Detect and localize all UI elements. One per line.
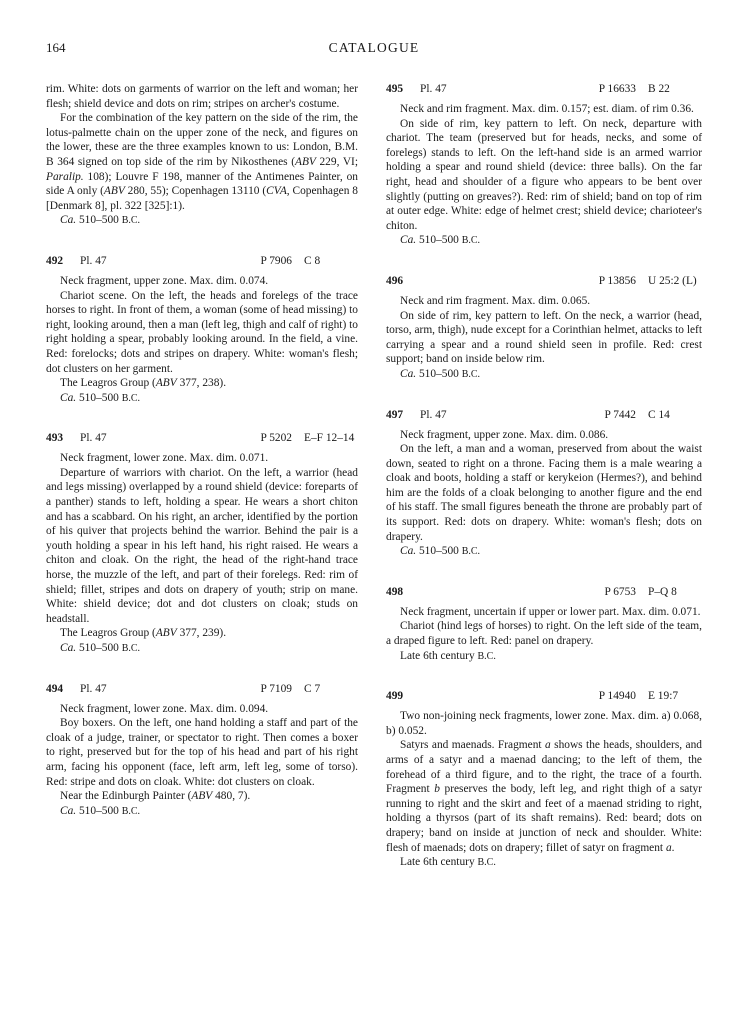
- entry-location: P–Q 8: [648, 585, 677, 598]
- catalogue-entry-498: [386, 585, 702, 664]
- entry-date: Ca. 510–500 B.C.: [60, 214, 141, 227]
- entry-text: Two non-joining neck fragments, lower zone. Max. dim. a) 0.068, b) 0.052.: [386, 710, 702, 737]
- entry-date: Ca. 510–500 B.C.: [400, 545, 481, 558]
- entry-number: 498: [386, 585, 404, 598]
- entry-date: Late 6th century B.C.: [400, 649, 496, 662]
- catalogue-entry-492: [46, 254, 358, 406]
- entry-inventory: P 7109: [260, 682, 292, 695]
- entry-number: 492: [46, 254, 64, 267]
- entry-text: On the left, a man and a woman, preserved from about the waist down, seated to right on a throne. Facing them is a male wearing a cloak and boots, holding a staff or kerykeion (Hermes?), and behind him are the folds of a cloak belonging to another figure and the end of his staff. The small figures beneath the throne are probably part of its support. Red: dots on drapery. White: woman's flesh; dots on drapery.: [386, 443, 702, 543]
- catalogue-entry-497: [386, 408, 702, 560]
- entry-number: 495: [386, 83, 404, 95]
- entry-date: Ca. 510–500 B.C.: [400, 367, 481, 380]
- left-column: [46, 82, 358, 819]
- entry-location: B 22: [648, 83, 670, 95]
- entry-inventory: P 13856: [598, 274, 636, 287]
- entry-text: Neck fragment, lower zone. Max. dim. 0.071.: [60, 452, 269, 465]
- entry-number: 497: [386, 408, 404, 421]
- continuation-text: rim. White: dots on garments of warrior on the left and woman; her flesh; shield device and dots on rim; stripes on archer's costume.: [46, 83, 358, 110]
- right-column: [386, 82, 702, 871]
- entry-date: Ca. 510–500 B.C.: [60, 391, 141, 404]
- entry-location: C 8: [304, 254, 321, 267]
- entry-text: Neck and rim fragment. Max. dim. 0.065.: [400, 294, 591, 307]
- entry-inventory: P 7442: [604, 408, 636, 421]
- entry-inventory: P 7906: [260, 254, 292, 267]
- entry-number: 493: [46, 432, 64, 445]
- catalogue-entry-494: [46, 682, 358, 820]
- entry-attribution: The Leagros Group (ABV 377, 238).: [60, 377, 227, 390]
- entry-text: Chariot scene. On the left, the heads and forelegs of the trace horses to right. In front of them, a woman (some of head missing) to right, looking around, then a man (left leg, thigh and calf of right) to right holding a spear, probably looking around. In the field, a vine. Red: forelocks; dots and stripes on drapery. White: woman's flesh; dot clusters on her garment.: [46, 289, 358, 375]
- entry-inventory: P 14940: [598, 690, 636, 703]
- entry-attribution: The Leagros Group (ABV 377, 239).: [60, 627, 227, 640]
- entry-date: Late 6th century B.C.: [400, 856, 496, 869]
- entry-number: 499: [386, 690, 404, 703]
- catalogue-entry-496: [386, 274, 702, 383]
- entry-date: Ca. 510–500 B.C.: [60, 804, 141, 817]
- entry-number: 496: [386, 274, 404, 287]
- entry-location: U 25:2 (L): [648, 274, 697, 287]
- entry-location: C 14: [648, 408, 670, 421]
- entry-text: On side of rim, key pattern to left. On the neck, a warrior (head, torso, arm, thigh), nude except for a Corinthian helmet, attacks to left carrying a spear and a round shield seen in profile. Red: crest support; band on inside below rim.: [386, 309, 702, 366]
- entry-text: Chariot (hind legs of horses) to right. On the left side of the team, a draped figure to left. Red: panel on drapery.: [386, 620, 702, 648]
- entry-location: C 7: [304, 682, 321, 695]
- entry-text: Neck fragment, upper zone. Max. dim. 0.086.: [400, 428, 609, 441]
- catalogue-entry-499: [386, 689, 702, 871]
- entry-date: Ca. 510–500 B.C.: [60, 642, 141, 654]
- entry-text: Neck and rim fragment. Max. dim. 0.157; est. diam. of rim 0.36.: [400, 103, 694, 115]
- entry-plate: Pl. 47: [80, 432, 107, 445]
- entry-text: On side of rim, key pattern to left. On neck, departure with chariot. The team (preserved but for heads, necks, and some of forelegs) stands to left. On the left-hand side is an armed warrior holding a spear and round shield (device: three balls). On the far right, head and shoulder of a figure who appears to be bent over slightly (putting on greaves?). Red: rim of shield; band on top of rim at outer edge. White: edge of helmet crest; shield device; charioteer's chiton.: [386, 117, 702, 232]
- entry-location: E–F 12–14: [304, 432, 355, 445]
- page-number: 164: [46, 40, 66, 55]
- entry-inventory: P 5202: [260, 432, 292, 445]
- entry-plate: Pl. 47: [80, 682, 107, 695]
- catalogue-entry-493: [46, 431, 358, 656]
- catalogue-entry-495: [386, 82, 702, 249]
- entry-plate: Pl. 47: [420, 83, 447, 95]
- entry-text: Neck fragment, lower zone. Max. dim. 0.094.: [60, 702, 269, 715]
- entry-attribution: Near the Edinburgh Painter (ABV 480, 7).: [60, 790, 251, 803]
- entry-inventory: P 6753: [604, 585, 636, 598]
- entry-text: Neck fragment, uncertain if upper or lower part. Max. dim. 0.071.: [400, 605, 701, 618]
- entry-number: 494: [46, 682, 64, 695]
- continuation-text: For the combination of the key pattern on the side of the rim, the lotus-palmette chain on the upper zone of the neck, and figures on the lower, these are the three examples known to us: London, B.M. B 364 signed on top side of the rim by Nikosthenes (ABV 229, VI; Paralip. 108); Louvre F 198, manner of the Antimenes Painter, on side A only (ABV 280, 55); Copenhagen 13110 (CVA, Copenhagen 8 [Denmark 8], pl. 322 [325]:1).: [46, 112, 358, 212]
- entry-location: E 19:7: [648, 690, 679, 703]
- entry-text: Boy boxers. On the left, one hand holding a staff and part of the cloak of a judge, trainer, or spectator to right. Then comes a boxer to right, preserved but for the top of his head and part of his right arm, facing his opponent (face, left arm, left leg, some of torso). Red: stripe and dots on cloak. White: dot clusters on cloak.: [46, 717, 358, 788]
- entry-text: Satyrs and maenads. Fragment a shows the heads, shoulders, and arms of a satyr and a maenad dancing; to the left of them, the forehead of a third figure, and to the right, the trace of a fourth. Fragment b preserves the body, left leg, and right thigh of a satyr running to right and the skirt and feet of a maenad striding to right, holding a thyrsos (part of its shaft remains). Red: beard; dots on drapery; band on inside at junction of neck and shoulder. White: flesh of maenads; dots on drapery; fillet of satyr on fragment a.: [386, 739, 702, 854]
- page-header: [46, 40, 702, 60]
- entry-plate: Pl. 47: [420, 408, 447, 421]
- entry-text: Neck fragment, upper zone. Max. dim. 0.074.: [60, 274, 269, 287]
- entry-date: Ca. 510–500 B.C.: [400, 234, 481, 247]
- entry-text: Departure of warriors with chariot. On the left, a warrior (head and legs missing) overlapped by a round shield (device: foreparts of a panther) stands to left, holding a spear. He wears a short chiton and has a scabbard. On his right, an archer, identified by the portion of his quiver that projects behind the warrior. Behind the pair is a youth holding a spear in his left hand, his right raised. He wears a chiton and cloak. On the right, the head of the right-hand trace horse, the muzzle of the left, and part of their forelegs. Red: rim of shield; fillet, stripes and dots on drapery of youth; strip on mane. White: shield device; dot and dot clusters on cloak; studs on headstall.: [46, 466, 358, 625]
- running-title: CATALOGUE: [328, 40, 420, 55]
- entry-inventory: P 16633: [598, 83, 636, 95]
- entry-plate: Pl. 47: [80, 254, 107, 267]
